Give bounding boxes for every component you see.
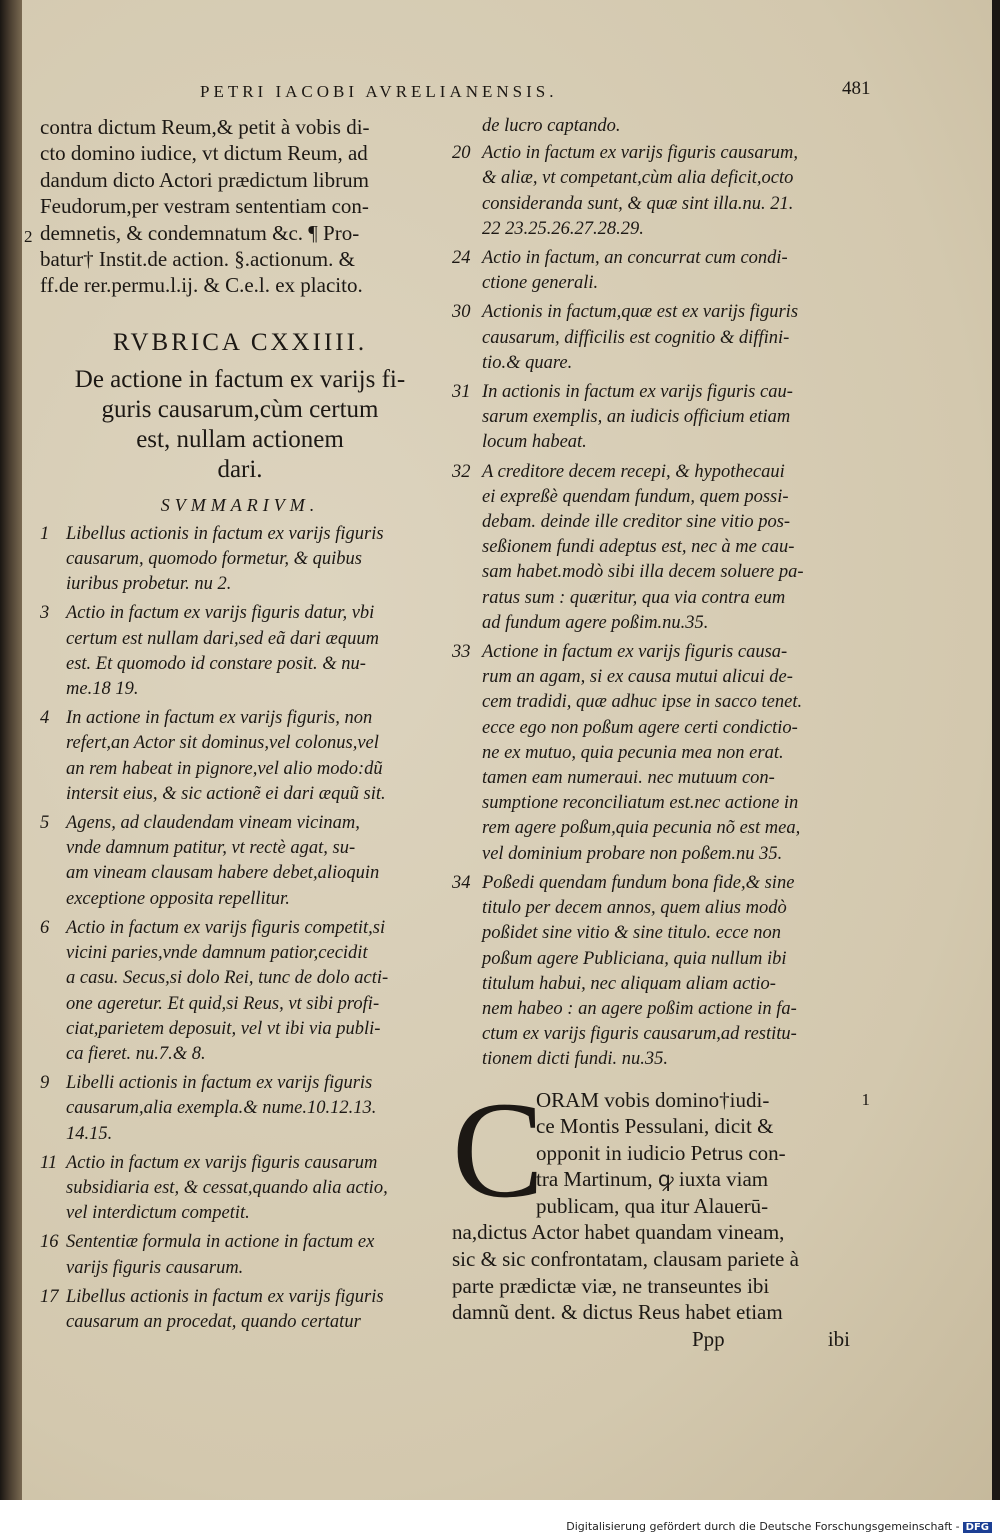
summary-entry — [40, 1230, 440, 1280]
right-column — [452, 114, 870, 1352]
entry-line: poßidet sine vitio & sine titulo. ecce non — [482, 923, 782, 944]
entry-line: consideranda sunt, & quæ sint illa.nu. 21. — [482, 193, 794, 214]
entry-number: 32 — [452, 461, 471, 482]
dfg-logo: DFG — [963, 1522, 992, 1533]
entry-line: Actio in factum ex varijs figuris causarum, — [482, 143, 799, 164]
entry-line: Actio in factum ex varijs figuris competit,si — [66, 917, 386, 938]
signature-mark: Ppp — [692, 1326, 725, 1351]
text-line: tra Martinum, ꝙ iuxta viam — [536, 1167, 769, 1192]
entry-line: causarum, quomodo formetur, & quibus — [66, 549, 363, 570]
entry-line: causarum an procedat, quando certatur — [66, 1311, 361, 1332]
entry-line: ratus sum : quæritur, qua via contra eum — [482, 587, 786, 608]
text-line: cto domino iudice, vt dictum Reum, ad — [40, 141, 368, 166]
entry-line: Actio in factum ex varijs figuris causarum — [66, 1152, 378, 1173]
entry-line: ctum ex varijs figuris causarum,ad restitu- — [482, 1024, 797, 1045]
text-line: ce Montis Pessulani, dicit & — [536, 1114, 774, 1139]
entry-line: Actio in factum ex varijs figuris datur, vbi — [66, 603, 375, 624]
digitization-credit — [566, 1520, 992, 1533]
entry-line: Actio in factum, an concurrat cum condi- — [482, 248, 788, 269]
entry-line: vel interdictum competit. — [66, 1203, 250, 1224]
entry-line: rum an agam, si ex causa mutui alicui de- — [482, 667, 793, 688]
entry-line: 14.15. — [66, 1123, 113, 1144]
summary-entry — [452, 640, 852, 867]
entry-number: 16 — [40, 1232, 59, 1253]
margin-number: 1 — [861, 1089, 870, 1109]
text-line: ff.de rer.permu.l.ij. & C.e.l. ex placito. — [40, 273, 363, 298]
summary-entry — [40, 1151, 440, 1227]
entry-line: sarum exemplis, an iudicis officium etiam — [482, 407, 791, 428]
summary-entry — [40, 916, 440, 1067]
entry-number: 30 — [452, 302, 471, 323]
text-line: damnũ dent. & dictus Reus habet etiam — [452, 1300, 783, 1325]
summary-entry — [40, 1071, 440, 1147]
entry-line: ad fundum agere poßim.nu.35. — [482, 612, 709, 633]
drop-cap: C — [452, 1072, 545, 1226]
margin-number: 2 — [24, 227, 33, 246]
entry-line: sumptione reconciliatum est.nec actione in — [482, 793, 799, 814]
entry-number: 24 — [452, 248, 471, 269]
entry-line: ciat,parietem deposuit, vel vt ibi via publi- — [66, 1018, 381, 1039]
continued-entry-line: de lucro captando. — [482, 116, 621, 136]
page-edge — [992, 0, 1000, 1500]
entry-line: cem tradidi, quæ adhuc ipse in sacco tenet. — [482, 692, 803, 713]
catchword: ibi — [827, 1326, 850, 1351]
entry-line: ecce ego non poßum agere certi condictio- — [482, 717, 798, 738]
entry-line: est. Et quomodo id constare posit. & nu- — [66, 653, 366, 674]
entry-line: refert,an Actor sit dominus,vel colonus,vel — [66, 733, 379, 754]
entry-line: titulum habui, nec aliquam aliam actio- — [482, 973, 776, 994]
text-line: na,dictus Actor habet quandam vineam, — [452, 1220, 785, 1245]
text-line: batur† Instit.de action. §.actionum. & — [40, 247, 355, 272]
entry-line: me.18 19. — [66, 679, 139, 700]
entry-number: 4 — [40, 708, 50, 729]
text-line: dandum dicto Actori prædictum librum — [40, 167, 369, 192]
rubric-heading: RVBRICA CXXIIII. — [112, 328, 368, 356]
entry-line: am vineam clausam habere debet,alioquin — [66, 863, 380, 884]
summarium-heading: SVMMARIVM. — [160, 494, 320, 515]
entry-line: locum habeat. — [482, 432, 587, 453]
entry-line: Actionis in factum,quæ est ex varijs figuris — [482, 302, 799, 323]
left-summary-list — [40, 522, 440, 1335]
entry-number: 33 — [452, 642, 471, 663]
entry-line: vnde damnum patitur, vt rectè agat, su- — [66, 838, 356, 859]
entry-line: iuribus probetur. nu 2. — [66, 574, 232, 595]
entry-line: Actione in factum ex varijs figuris causa- — [482, 642, 788, 663]
entry-line: one ageretur. Et quid,si Reus, vt sibi profi- — [66, 993, 380, 1014]
rubric-title-line: De actione in factum ex varijs fi- — [74, 365, 406, 393]
entry-number: 11 — [40, 1152, 58, 1173]
text-line: publicam, qua itur Alauerū- — [536, 1193, 769, 1218]
entry-line: causarum, difficilis est cognitio & diffini- — [482, 327, 790, 348]
entry-line: subsidiaria est, & cessat,quando alia actio, — [66, 1177, 388, 1198]
summary-entry — [40, 811, 440, 912]
entry-line: A creditore decem recepi, & hypothecaui — [482, 461, 785, 482]
entry-line: 22 23.25.26.27.28.29. — [482, 218, 644, 239]
entry-line: causarum,alia exempla.& nume.10.12.13. — [66, 1098, 377, 1119]
entry-line: Libellus actionis in factum ex varijs figuris — [66, 523, 384, 544]
summary-entry — [452, 141, 852, 242]
entry-number: 5 — [40, 813, 50, 834]
entry-line: Agens, ad claudendam vineam vicinam, — [66, 813, 360, 834]
summary-entry — [40, 1285, 440, 1335]
entry-line: vicini paries,vnde damnum patior,cecidit — [66, 943, 368, 964]
summary-entry — [452, 871, 852, 1073]
running-head: PETRI IACOBI AVRELIANENSIS. — [200, 82, 558, 101]
entry-line: ca fieret. nu.7.& 8. — [66, 1043, 206, 1064]
entry-number: 20 — [452, 143, 471, 164]
entry-line: titulo per decem annos, quem alius modò — [482, 898, 787, 919]
rubric-title — [40, 365, 440, 485]
entry-line: exceptione opposita repellitur. — [66, 888, 290, 909]
text-line: Feudorum,per vestram sententiam con- — [40, 194, 369, 219]
entry-number: 9 — [40, 1073, 50, 1094]
entry-line: ei expreßè quendam fundum, quem possi- — [482, 486, 789, 507]
text-line: opponit in iudicio Petrus con- — [536, 1140, 786, 1165]
entry-line: vel dominium probare non poßem.nu 35. — [482, 843, 783, 864]
rubric-title-line: guris causarum,cùm certum — [101, 395, 379, 423]
entry-number: 17 — [40, 1286, 59, 1307]
entry-line: ne ex mutuo, quia pecunia mea non erat. — [482, 742, 784, 763]
summary-entry — [452, 380, 852, 456]
text-line: contra dictum Reum,& petit à vobis di- — [40, 115, 370, 139]
main-text — [452, 1072, 870, 1353]
entry-line: an rem habeat in pignore,vel alio modo:dũ — [66, 758, 383, 779]
entry-line: nem habeo : an agere poßim actione in fa- — [482, 998, 797, 1019]
footer-text: Digitalisierung gefördert durch die Deutsche Forschungsgemeinschaft - — [566, 1520, 960, 1533]
summary-entry — [40, 706, 440, 807]
text-line: ORAM vobis domino†iudi- — [536, 1087, 770, 1112]
rubric-title-line: est, nullam actionem — [136, 425, 344, 453]
entry-line: Poßedi quendam fundum bona fide,& sine — [482, 872, 795, 893]
entry-line: tio.& quare. — [482, 352, 573, 373]
summary-entry — [452, 300, 852, 376]
entry-number: 3 — [40, 603, 50, 624]
entry-line: ctione generali. — [482, 273, 599, 294]
entry-line: tamen eam numeraui. nec mutuum con- — [482, 768, 775, 789]
folio-number: 481 — [842, 78, 871, 99]
entry-number: 6 — [40, 917, 50, 938]
entry-line: rem agere poßum,quia pecunia nõ est mea, — [482, 818, 801, 839]
entry-line: certum est nullam dari,sed eã dari æquum — [66, 628, 379, 649]
right-summary-list — [452, 141, 852, 1072]
summary-entry — [40, 601, 440, 702]
entry-line: Libelli actionis in factum ex varijs figuris — [66, 1073, 373, 1094]
text-line: sic & sic confrontatam, clausam pariete à — [452, 1247, 799, 1272]
summary-entry — [452, 246, 852, 296]
entry-number: 34 — [452, 872, 471, 893]
entry-line: varijs figuris causarum. — [66, 1257, 244, 1278]
entry-line: & aliæ, vt competant,cùm alia deficit,octo — [482, 168, 794, 189]
entry-line: intersit eius, & sic actionẽ ei dari æquũ sit. — [66, 783, 386, 804]
entry-number: 1 — [40, 523, 50, 544]
book-spine — [0, 0, 22, 1535]
entry-line: Libellus actionis in factum ex varijs figuris — [66, 1286, 384, 1307]
entry-line: tionem dicti fundi. nu.35. — [482, 1049, 669, 1070]
left-column — [24, 114, 440, 1339]
entry-line: seßionem fundi adeptus est, nec à me cau- — [482, 537, 795, 558]
entry-line: poßum agere Publiciana, quia nullum ibi — [482, 948, 787, 969]
text-line: parte prædictæ viæ, ne transeuntes ibi — [452, 1273, 770, 1298]
entry-number: 31 — [452, 382, 471, 403]
entry-line: In actione in factum ex varijs figuris, non — [66, 708, 373, 729]
entry-line: sam habet.modò sibi illa decem soluere pa- — [482, 562, 804, 583]
text-line: demnetis, & condemnatum &c. ¶ Pro- — [40, 220, 360, 245]
entry-line: a casu. Secus,si dolo Rei, tunc de dolo acti- — [66, 968, 389, 989]
entry-line: debam. deinde ille creditor sine vitio pos- — [482, 512, 791, 533]
summary-entry — [452, 460, 852, 636]
entry-line: In actionis in factum ex varijs figuris cau- — [482, 382, 793, 403]
rubric-title-line: dari. — [217, 455, 263, 483]
signature-line — [452, 1326, 852, 1353]
left-top-text — [24, 114, 440, 299]
entry-line: Sententiæ formula in actione in factum ex — [66, 1232, 375, 1253]
summary-entry — [40, 522, 440, 598]
